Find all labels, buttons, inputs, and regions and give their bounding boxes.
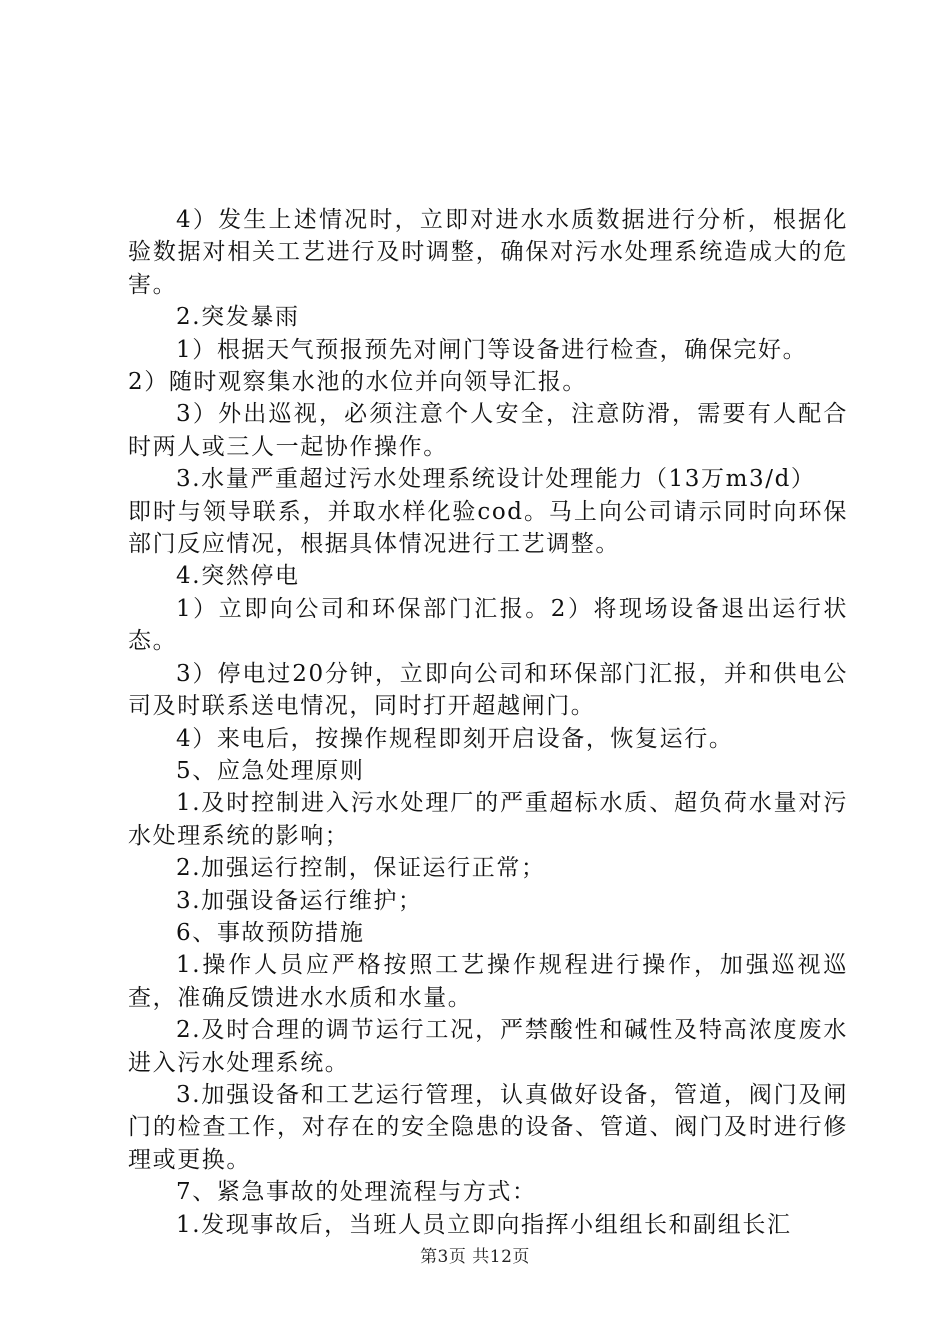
paragraph: 3）外出巡视，必须注意个人安全，注意防滑，需要有人配合时两人或三人一起协作操作。: [128, 401, 848, 460]
page-footer: [0, 1242, 950, 1267]
paragraph: 3.加强设备运行维护；: [176, 887, 423, 914]
paragraph: 1.操作人员应严格按照工艺操作规程进行操作，加强巡视巡查，准确反馈进水水质和水量。: [128, 952, 848, 1011]
section-heading: 7、紧急事故的处理流程与方式：: [176, 1179, 537, 1206]
section-heading: 4.突然停电: [176, 563, 300, 590]
section-heading: 3.水量严重超过污水处理系统设计处理能力（13万m3/d）: [176, 466, 816, 493]
paragraph: 3.加强设备和工艺运行管理，认真做好设备，管道，阀门及闸门的检查工作，对存在的安全隐患的设备、管道、阀门及时进行修理或更换。: [128, 1081, 848, 1173]
paragraph: 1）根据天气预报预先对闸门等设备进行检查，确保完好。: [176, 336, 808, 363]
paragraph: 3）停电过20分钟，立即向公司和环保部门汇报，并和供电公司及时联系送电情况，同时打开超越闸门。: [128, 660, 848, 720]
paragraph: 2.加强运行控制，保证运行正常；: [176, 855, 546, 882]
paragraph: 2.及时合理的调节运行工况，严禁酸性和碱性及特高浓度废水进入污水处理系统。: [128, 1017, 848, 1076]
paragraph: 1.及时控制进入污水处理厂的严重超标水质、超负荷水量对污水处理系统的影响；: [128, 790, 848, 849]
section-heading: 5、应急处理原则: [176, 757, 365, 784]
section-heading: 6、事故预防措施: [176, 919, 365, 946]
paragraph: 4）发生上述情况时，立即对进水水质数据进行分析，根据化验数据对相关工艺进行及时调整，确保对污水处理系统造成大的危害。: [128, 207, 848, 298]
paragraph: 1）立即向公司和环保部门汇报。2）将现场设备退出运行状态。: [128, 595, 848, 655]
page-number-label: 第3页 共12页: [420, 1247, 530, 1267]
section-heading: 2.突发暴雨: [176, 304, 300, 331]
paragraph: 4）来电后，按操作规程即刻开启设备，恢复运行。: [176, 725, 734, 752]
paragraph: 1.发现事故后，当班人员立即向指挥小组组长和副组长汇: [176, 1211, 792, 1238]
document-body: [128, 204, 848, 1241]
paragraph: 即时与领导联系，并取水样化验cod。马上向公司请示同时向环保部门反应情况，根据具体情况进行工艺调整。: [128, 498, 848, 558]
paragraph: 2）随时观察集水池的水位并向领导汇报。: [128, 369, 588, 396]
